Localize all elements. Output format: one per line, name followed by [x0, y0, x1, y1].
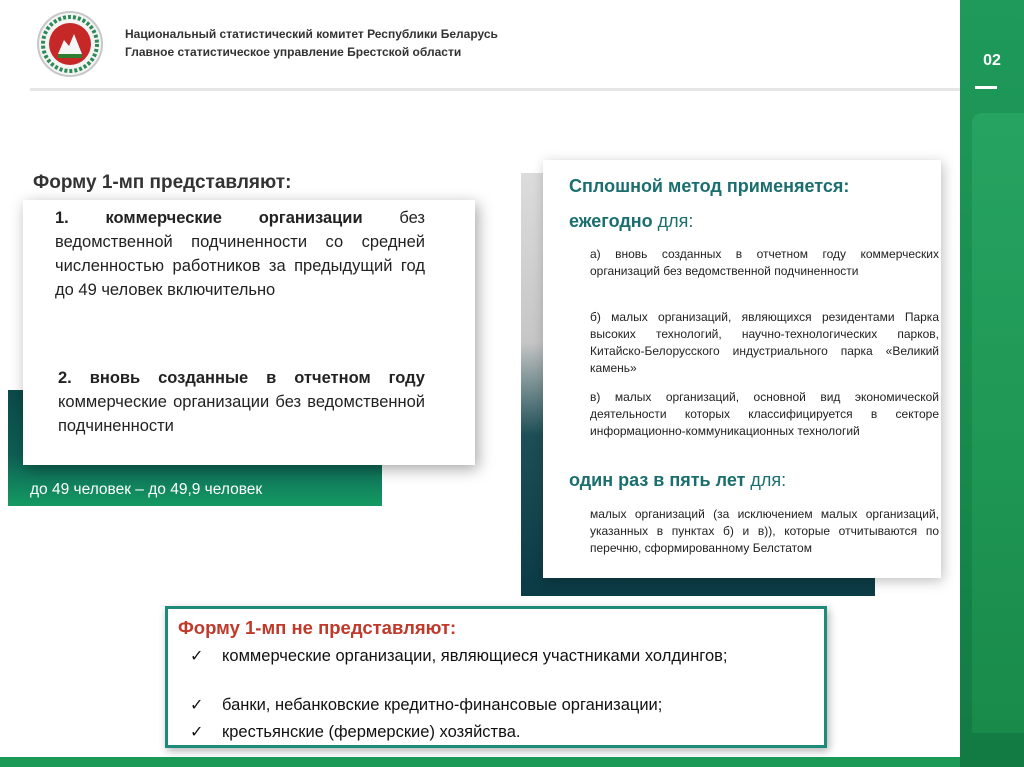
left-section-title: Форму 1-мп представляют: — [33, 172, 292, 193]
left-item-1-text: без ведомственной подчиненности со средней численностью работников за предыдущий год до 49 человек включительно — [55, 209, 425, 299]
left-item-2-text: коммерческие организации без ведомственной подчиненности — [58, 393, 425, 435]
annual-heading — [569, 211, 693, 232]
header-divider — [30, 88, 960, 91]
annual-heading-bold: ежегодно — [569, 211, 653, 231]
annual-item-c: в) малых организаций, основной вид экономической деятельности которых классифицируется в секторе информационно-коммуникационных технологий — [590, 390, 939, 438]
right-section-title: Сплошной метод применяется: — [569, 176, 850, 196]
left-item-1 — [55, 206, 425, 302]
right-accent-panel — [972, 113, 1024, 733]
five-year-heading-bold: один раз в пять лет — [569, 470, 746, 490]
left-item-2 — [58, 366, 425, 438]
exclusion-item: банки, небанковские кредитно-финансовые организации; — [222, 696, 663, 714]
org-name-line2: Главное статистическое управление Брестской области — [125, 45, 462, 59]
check-icon: ✓ — [190, 648, 204, 665]
exclusion-item: крестьянские (фермерские) хозяйства. — [222, 723, 521, 741]
annual-item-b: б) малых организаций, являющихся резидентами Парка высоких технологий, научно-технологических парков, Китайско-Белорусского индустриального парка «Великий камень» — [590, 310, 939, 375]
check-icon: ✓ — [190, 697, 204, 714]
exclusion-item: коммерческие организации, являющиеся участниками холдингов; — [222, 647, 728, 665]
slide-number-underline — [975, 86, 997, 89]
annual-item-a: а) вновь созданных в отчетном году коммерческих организаций без ведомственной подчиненности — [590, 247, 939, 278]
slide-number: 02 — [983, 52, 1001, 69]
emblem-logo-icon — [36, 10, 104, 78]
left-item-1-bold: 1. коммерческие организации — [55, 209, 363, 227]
five-year-heading — [569, 470, 786, 491]
check-icon: ✓ — [190, 724, 204, 741]
left-limit-note: до 49 человек – до 49,9 человек — [30, 481, 263, 498]
annual-heading-rest: для: — [652, 211, 694, 231]
bottom-accent-bar — [0, 757, 960, 767]
left-item-2-bold: 2. вновь созданные в отчетном году — [58, 369, 425, 387]
five-year-item: малых организаций (за исключением малых организаций, указанных в пунктах б) и в)), которые отчитываются по перечню, сформированному Белстатом — [590, 507, 939, 555]
org-name-line1: Национальный статистический комитет Республики Беларусь — [125, 27, 498, 41]
five-year-heading-rest: для: — [745, 470, 787, 490]
exclusions-title: Форму 1-мп не представляют: — [178, 617, 457, 638]
